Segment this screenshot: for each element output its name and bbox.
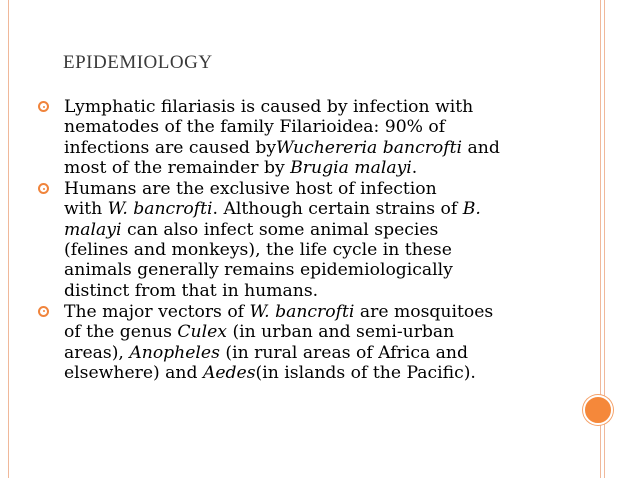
orange-circle-decoration xyxy=(583,395,613,425)
bullet-ring-icon xyxy=(38,306,49,317)
text-segment: (in islands of the Pacific). xyxy=(255,362,476,383)
bullet-line xyxy=(64,281,583,301)
italic-term: B. xyxy=(462,199,481,220)
text-segment: The major vectors of xyxy=(64,301,250,322)
bullet-item xyxy=(38,179,583,301)
text-segment: (felines and monkeys), the life cycle in these xyxy=(64,240,452,261)
bullet-line xyxy=(64,220,583,240)
bullet-line xyxy=(64,117,583,137)
bullet-ring-icon xyxy=(38,183,49,194)
text-segment: can also infect some animal species xyxy=(121,219,439,240)
bullet-item xyxy=(38,302,583,383)
bullet-line xyxy=(64,138,583,158)
text-segment: (in urban and semi-urban xyxy=(226,322,455,343)
frame-line-left xyxy=(8,0,9,478)
bullet-line xyxy=(64,343,583,363)
text-segment: Lymphatic filariasis is caused by infection with xyxy=(64,97,474,117)
text-segment: with xyxy=(64,199,108,220)
text-segment: . Although certain strains of xyxy=(212,199,463,220)
text-segment: Humans are the exclusive host of infection xyxy=(64,179,437,200)
italic-term: malayi xyxy=(64,219,122,240)
text-segment: areas), xyxy=(64,342,130,363)
bullet-item xyxy=(38,97,583,178)
italic-term: W. bancrofti xyxy=(107,199,213,220)
bullet-line xyxy=(64,322,583,342)
bullet-line xyxy=(64,179,583,199)
text-segment: most of the remainder by xyxy=(64,157,291,178)
italic-term: Wuchereria bancrofti xyxy=(276,137,463,158)
bullet-line xyxy=(64,363,583,383)
italic-term: Aedes xyxy=(202,362,256,383)
text-segment: and xyxy=(462,137,500,158)
bullet-ring-icon xyxy=(38,101,49,112)
bullet-list xyxy=(38,97,583,384)
bullet-line xyxy=(64,158,583,178)
text-segment: are mosquitoes xyxy=(354,301,494,322)
text-segment: . xyxy=(411,157,418,178)
bullet-line xyxy=(64,260,583,280)
text-segment: of the genus xyxy=(64,322,178,343)
bullet-line xyxy=(64,199,583,219)
bullet-line xyxy=(64,302,583,322)
italic-term: Brugia malayi xyxy=(290,157,412,178)
bullet-line xyxy=(64,240,583,260)
text-segment: infections are caused by xyxy=(64,137,277,158)
text-segment: elsewhere) and xyxy=(64,362,203,383)
italic-term: Culex xyxy=(177,322,227,343)
text-segment: animals generally remains epidemiologically xyxy=(64,260,453,281)
italic-term: Anopheles xyxy=(129,342,220,363)
slide-title: EPIDEMIOLOGY xyxy=(63,52,213,73)
italic-term: W. bancrofti xyxy=(249,301,355,322)
bullet-line xyxy=(64,97,583,117)
text-segment: distinct from that in humans. xyxy=(64,280,319,301)
text-segment: (in rural areas of Africa and xyxy=(219,342,468,363)
text-segment: nematodes of the family Filarioidea: 90% of xyxy=(64,117,446,138)
